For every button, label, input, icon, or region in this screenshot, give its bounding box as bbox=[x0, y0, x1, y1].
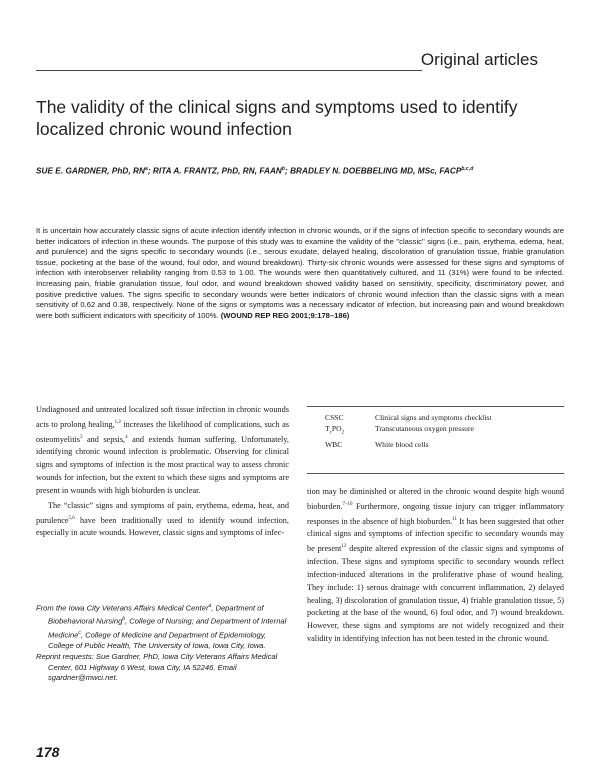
body-paragraph: The “classic” signs and symptoms of pain, erythema, edema, heat, and purulence$^{5,6}$ have been traditionally used to identify wound infection, especially in acute wounds. However, classic signs and symptoms of infec- bbox=[36, 500, 289, 538]
author-name: RITA A. FRANTZ, PhD, RN, FAAN bbox=[152, 166, 282, 176]
reference-mark: 11 bbox=[452, 516, 458, 522]
footnotes bbox=[36, 601, 289, 684]
abstract-citation: (WOUND REP REG 2001;9:178–186) bbox=[220, 310, 350, 320]
abbreviation-value: White blood cells bbox=[375, 439, 429, 449]
author-name: SUE E. GARDNER, PhD, RN bbox=[36, 166, 145, 176]
author-list bbox=[36, 166, 566, 176]
abstract-text: It is uncertain how accurately classic signs of acute infection identify infection in chronic wounds, or if the signs of infection specific to secondary wounds are better indicators of infection in these wounds. The purpose of this study was to examine the validity of the ''classic'' signs (i.e., pain, erythema, edema, heat, and purulence) and the signs specific to secondary wounds (i.e., serous exudate, delayed healing, discoloration of granulation tissue, friable granulation tissue, pocketing at the base of the wound, foul odor, and wound breakdown). Thirty-six chronic wounds were assessed for these signs and symptoms of infection with interobserver reliability ranging from 0.53 to 1.00. The wounds were then quantitatively cultured, and 11 (31%) were found to be infected. Increasing pain, friable granulation tissue, foul odor, and wound breakdown showed validity based on sensitivity, specificity, discriminatory power, and positive predictive values. The signs specific to secondary wounds were better indicators of chronic wound infection than the classic signs with a mean sensitivity of 0.62 and 0.38, respectively. None of the signs or symptoms was a necessary indicator of infection, but increasing pain and wound breakdown were both sufficient indicators with specificity of 100%. bbox=[36, 226, 564, 320]
abbreviation-value: Transcutaneous oxygen pressure bbox=[375, 424, 474, 433]
affiliation-mark: b bbox=[281, 166, 285, 172]
reference-mark: 1,2 bbox=[114, 419, 121, 425]
body-paragraph: Undiagnosed and untreated localized soft tissue infection in chronic wounds acts to prolong healing,$^{1,2}$ increases the likelihood of complications, such as osteomyelitis$^3$ and sepsis,$^4$ and extends human suffering. Unfortunately, identifying chronic wound infection is problematic. Observing for clinical signs and symptoms of infection is the most practical way to assess chronic wounds for infection, but the extent to which these signs and symptoms are present in wounds with high bioburden is unclear. bbox=[36, 405, 289, 495]
abbreviations-box bbox=[307, 406, 564, 474]
abbreviation-key: WBC bbox=[325, 439, 343, 449]
reference-mark: 5,6 bbox=[68, 515, 75, 521]
reference-mark: 7–10 bbox=[342, 501, 353, 507]
affiliation-mark: b,c,d bbox=[461, 166, 474, 172]
abstract bbox=[36, 226, 564, 321]
body-column-left bbox=[36, 404, 289, 540]
author-separator: ; bbox=[284, 166, 291, 176]
section-rule bbox=[36, 70, 422, 71]
abbreviation-row bbox=[307, 423, 564, 439]
abbreviation-row bbox=[307, 412, 564, 423]
affiliation-mark: a bbox=[144, 166, 148, 172]
reprint-footnote: Reprint requests: Sue Gardner, PhD, Iowa City Veterans Affairs Medical Center, 601 Highway 6 West, Iowa City, IA 52246. Email sgardner@mwci.net. bbox=[36, 651, 278, 683]
abbreviation-key: $T_cPO_2$ bbox=[325, 424, 345, 436]
section-label: Original articles bbox=[420, 50, 538, 69]
author-name: BRADLEY N. DOEBBELING MD, MSc, FACP bbox=[290, 166, 462, 176]
body-paragraph: tion may be diminished or altered in the chronic wound despite high wound bioburden.$^{7-10}$ Furthermore, ongoing tissue injury can trigger inflammatory responses in the absence of high bioburden.$^{11}$ It has been suggested that other clinical signs and symptoms of infection specific to secondary wounds may be present$^{12}$ despite altered expression of the classic signs and symptoms of infection. These signs and symptoms specific to secondary wounds reflect infection-induced alterations in the proliferative phase of wound healing. They include: 1) serous drainage with concurrent inflammation, 2) delayed healing, 3) discoloration of granulation tissue, 4) friable granulation tissue, 5) pocketing at the base of the wound, 6) foul odor, and 7) wound breakdown. However, these signs and symptoms are not widely recognized and their validity in identifying infection has not been tested in the chronic wound. bbox=[307, 487, 564, 644]
reference-mark: 12 bbox=[341, 544, 347, 550]
abbreviation-key: CSSC bbox=[325, 413, 344, 422]
affiliation-footnote: From the Iowa City Veterans Affairs Medical Center$^a$, Department of Biobehavioral Nursing$^b$, College of Nursing; and Department of Internal Medicine$^c$, College of Medicine and Department of Epidemiology, College of Public Health, The University of Iowa, Iowa City, Iowa. bbox=[36, 603, 287, 650]
body-column-right bbox=[307, 486, 564, 646]
reference-mark: 3 bbox=[80, 434, 83, 440]
page-number: 178 bbox=[36, 744, 60, 760]
abbreviation-row bbox=[307, 439, 564, 450]
article-title: The validity of the clinical signs and symptoms used to identify localized chronic wound infection bbox=[36, 97, 518, 139]
reference-mark: 4 bbox=[125, 434, 128, 440]
abbreviation-value: Clinical signs and symptoms checklist bbox=[375, 413, 492, 422]
author-separator: ; bbox=[147, 166, 153, 176]
